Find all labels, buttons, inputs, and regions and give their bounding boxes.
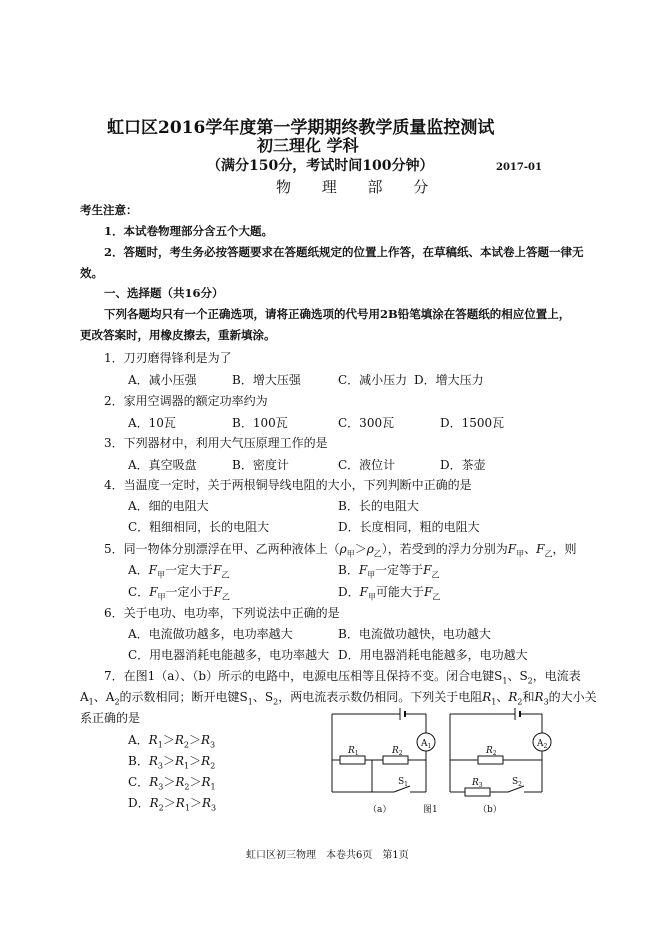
resistor-r2-b <box>478 756 503 764</box>
q3-option-b: B．密度计 <box>232 458 289 472</box>
q6-option-a: A．电流做功越多，电功率越大 <box>128 627 293 641</box>
r2-label-a: $R_2$ <box>392 746 403 757</box>
q4-stem: 4．当温度一定时，关于两根铜导线电阻的大小，下列判断中正确的是 <box>104 478 472 492</box>
q5-stem: 5．同一物体分别漂浮在甲、乙两种液体上$(\rho_甲>\rho_乙)$，若受到的浮力分别为$F_甲$、$F_乙$，则 <box>104 542 577 559</box>
q5-option-d: D．$F_甲$可能大于$F_乙$ <box>338 585 441 602</box>
q5-option-c: C．$F_甲$一定小于$F_乙$ <box>128 585 230 602</box>
q7-stem-line-2: $A_1$、$A_2$的示数相同；断开电键$S_1$、$S_2$，两电流表示数仍相同。下列关于电阻$R_1$、$R_2$和$R_3$的大小关 <box>80 690 597 707</box>
q6-stem: 6．关于电功、电功率，下列说法中正确的是 <box>104 606 340 620</box>
q7-option-b: B．$R_3>R_1>R_2$ <box>128 754 216 771</box>
q6-option-b: B．电流做功越快，电功越大 <box>338 627 491 641</box>
q1-option-b: B．增大压强 <box>232 373 301 387</box>
figure-1-circuits <box>320 708 560 820</box>
q6-option-c: C．用电器消耗电能越多，电功率越大 <box>128 648 330 662</box>
part1-instruction: 下列各题均只有一个正确选项，请将正确选项的代号用2B铅笔填涂在答题纸的相应位置上， <box>104 307 571 321</box>
q7-stem-line-1: 7．在图1（a）、（b）所示的电路中，电源电压相等且保持不变。闭合电键$S_1$、$S_2$，电流表 <box>104 669 581 686</box>
q2-option-d: D．1500瓦 <box>440 416 505 430</box>
s2-label-b: $S_2$ <box>512 777 522 788</box>
part1-instruction-cont: 更改答案时，用橡皮擦去，重新填涂。 <box>80 328 276 342</box>
q1-option-d: D．增大压力 <box>414 373 484 387</box>
q3-option-d: D．茶壶 <box>440 458 486 472</box>
q3-option-c: C．液位计 <box>338 458 396 472</box>
caption-figure-1: 图1 <box>423 805 438 815</box>
part1-heading: 一、选择题（共16分） <box>104 286 224 300</box>
q7-option-d: D．$R_2>R_1>R_3$ <box>128 796 217 813</box>
q4-option-a: A．细的电阻大 <box>128 499 209 513</box>
q4-option-b: B．长的电阻大 <box>338 499 419 513</box>
caption-b: （b） <box>478 805 502 815</box>
s1-label-a: $S_1$ <box>398 777 408 788</box>
q4-option-d: D．长度相同，粗的电阻大 <box>338 520 480 534</box>
circuit-a <box>332 708 426 792</box>
r3-label-b: $R_3$ <box>472 778 483 789</box>
q5-option-b: B．$F_甲$一定等于$F_乙$ <box>338 563 440 580</box>
q5-option-a: A．$F_甲$一定大于$F_乙$ <box>128 563 230 580</box>
exam-date: 2017-01 <box>496 162 542 173</box>
page-footer: 虹口区初三物理 本卷共6页 第1页 <box>246 850 409 861</box>
caption-a: （a） <box>368 805 392 815</box>
resistor-r3-b <box>465 788 490 796</box>
q2-option-b: B．100瓦 <box>232 416 288 430</box>
q6-option-d: D．用电器消耗电能越多，电功越大 <box>338 648 528 662</box>
notice-heading: 考生注意： <box>80 203 138 217</box>
q7-option-c: C．$R_3>R_2>R_1$ <box>128 775 216 792</box>
r1-label-a: $R_1$ <box>348 746 359 757</box>
notice-item-2-cont: 效。 <box>80 266 103 280</box>
q2-option-c: C．300瓦 <box>338 416 395 430</box>
ammeter-a2-label: $A_2$ <box>537 739 548 750</box>
q1-option-a: A．减小压强 <box>128 373 197 387</box>
q3-stem: 3．下列器材中，利用大气压原理工作的是 <box>104 436 328 450</box>
q7-stem-line-3: 系正确的是 <box>80 711 141 725</box>
q1-stem: 1．刀刃磨得锋利是为了 <box>104 351 232 365</box>
notice-item-2: 2．答题时，考生务必按答题要求在答题纸规定的位置上作答，在草稿纸、本试卷上答题一律无 <box>104 245 584 259</box>
resistor-r2-a <box>383 756 408 764</box>
q2-stem: 2．家用空调器的额定功率约为 <box>104 394 268 408</box>
exam-title: 虹口区2016学年度第一学期期终教学质量监控测试 <box>107 118 495 138</box>
resistor-r1-a <box>340 756 365 764</box>
notice-item-1: 1．本试卷物理部分含五个大题。 <box>104 224 273 238</box>
q2-option-a: A．10瓦 <box>128 416 176 430</box>
q1-option-c: C．减小压力 <box>338 373 408 387</box>
q7-option-a: A．$R_1>R_2>R_3$ <box>128 733 216 750</box>
q4-option-c: C．粗细相同，长的电阻大 <box>128 520 270 534</box>
q3-option-a: A．真空吸盘 <box>128 458 197 472</box>
ammeter-a1-label: $A_1$ <box>421 739 432 750</box>
r2-label-b: $R_2$ <box>486 746 497 757</box>
exam-subtitle: 初三理化 学科 <box>257 136 359 155</box>
section-title: 物 理 部 分 <box>276 178 442 196</box>
score-time: （满分150分，考试时间100分钟） <box>207 158 434 174</box>
